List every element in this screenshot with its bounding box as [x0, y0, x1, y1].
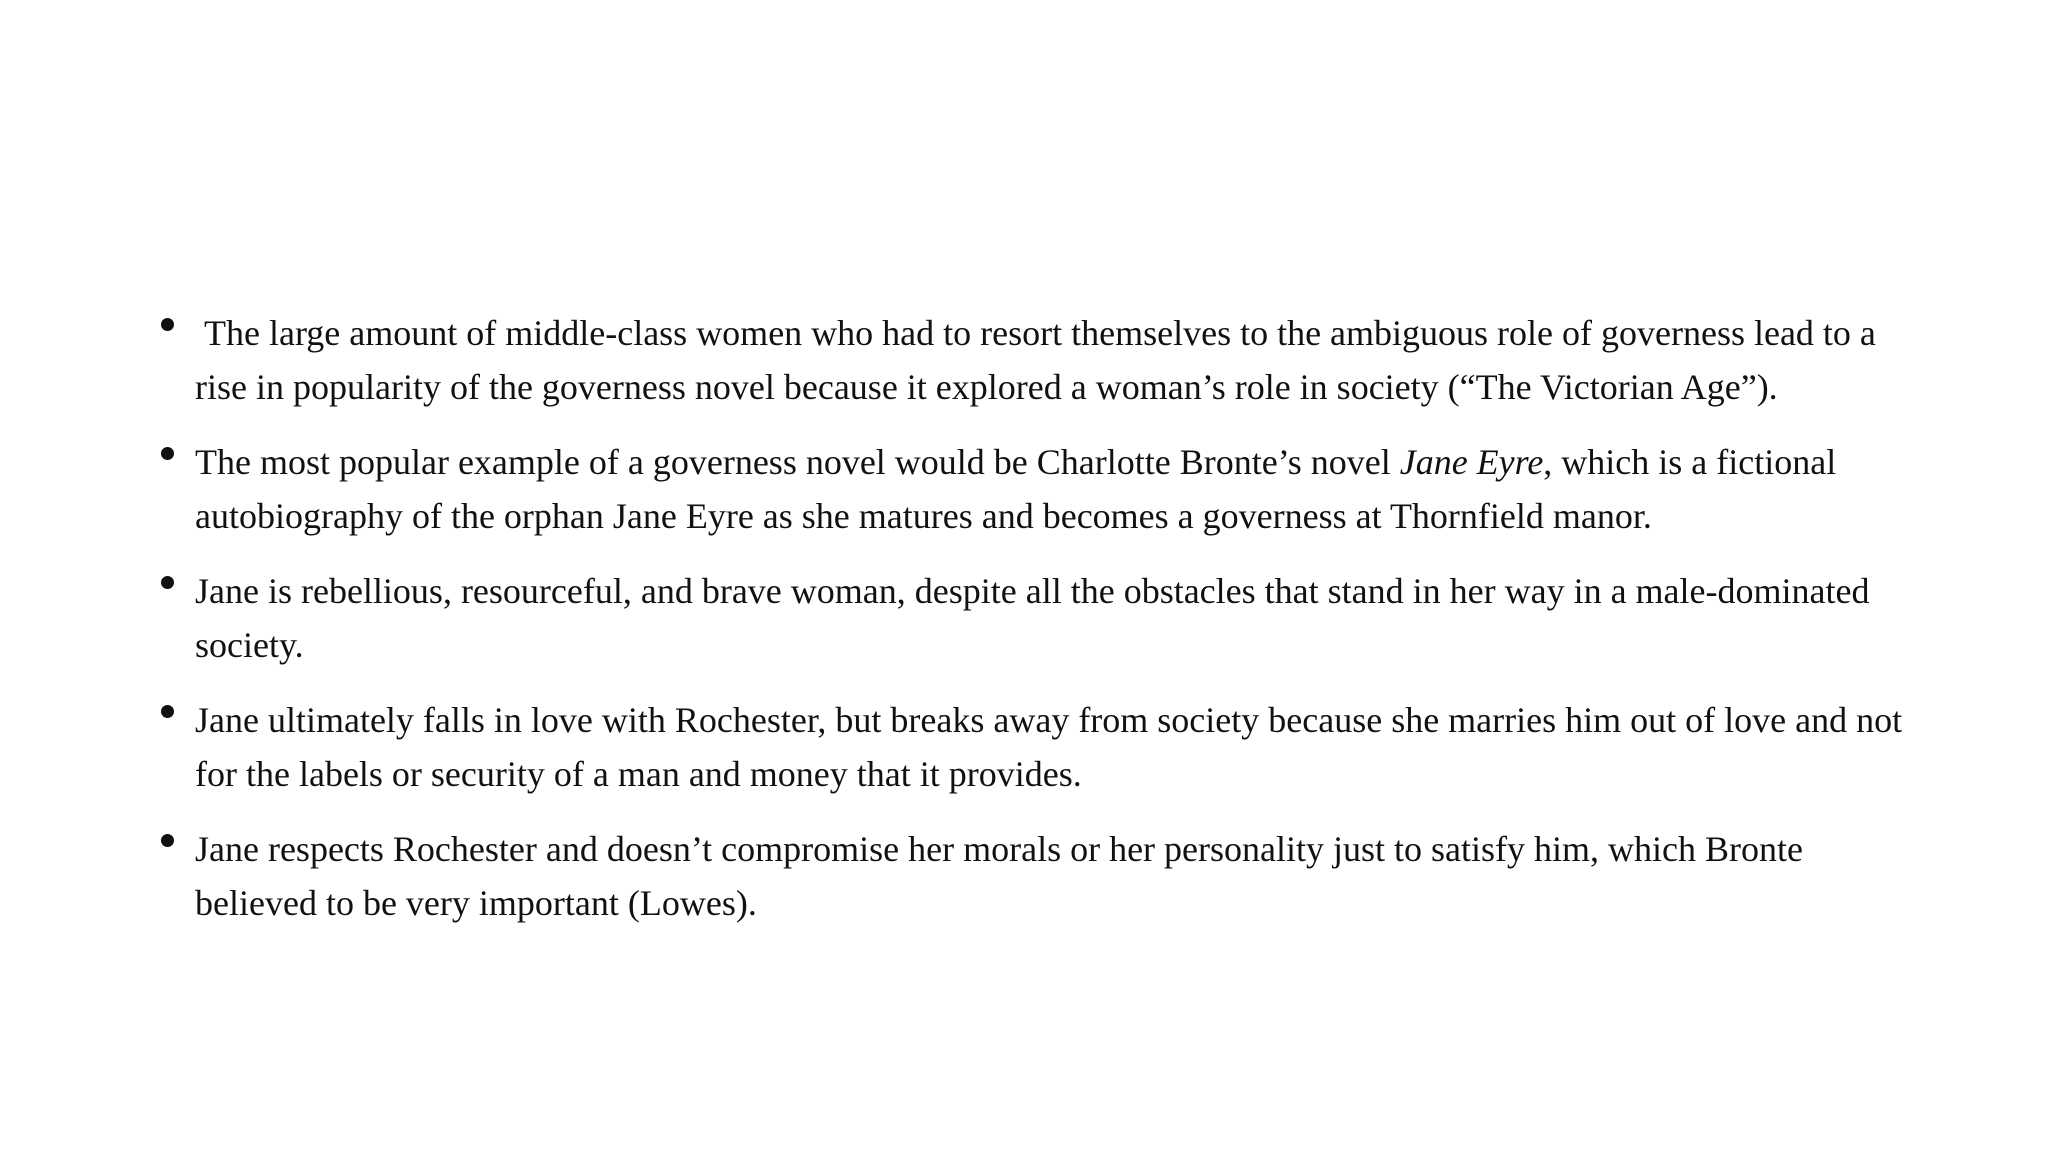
bullet-item-jane-character	[155, 564, 1925, 672]
bullet-item-rochester-love	[155, 693, 1925, 801]
bullet-text-after: , which is a fictional autobiography of the orphan Jane Eyre as she matures and becomes a governess at Thornfield manor.	[195, 442, 1837, 536]
bullet-text: Jane ultimately falls in love with Rochester, but breaks away from society because she marries him out of love and not for the labels or security of a man and money that it provides.	[195, 700, 1903, 794]
bullet-icon	[161, 834, 174, 847]
bullet-item-jane-eyre-example	[155, 435, 1925, 543]
bullet-item-governess-popularity	[155, 306, 1925, 414]
bullet-item-morals	[155, 822, 1925, 930]
bullet-icon	[161, 318, 174, 331]
novel-title: Jane Eyre	[1399, 442, 1544, 482]
bullet-text: Jane is rebellious, resourceful, and brave woman, despite all the obstacles that stand in her way in a male-dominated society.	[195, 571, 1870, 665]
bullet-icon	[161, 576, 174, 589]
bullet-text: The large amount of middle-class women who had to resort themselves to the ambiguous role of governess lead to a rise in popularity of the governess novel because it explored a woman’s role in society (“The Victorian Age”).	[195, 313, 1876, 407]
bullet-text: Jane respects Rochester and doesn’t compromise her morals or her personality just to satisfy him, which Bronte believed to be very important (Lowes).	[195, 829, 1803, 923]
bullet-list	[155, 306, 1925, 951]
bullet-text-before: The most popular example of a governess novel would be Charlotte Bronte’s novel	[195, 442, 1400, 482]
bullet-icon	[161, 447, 174, 460]
bullet-icon	[161, 705, 174, 718]
